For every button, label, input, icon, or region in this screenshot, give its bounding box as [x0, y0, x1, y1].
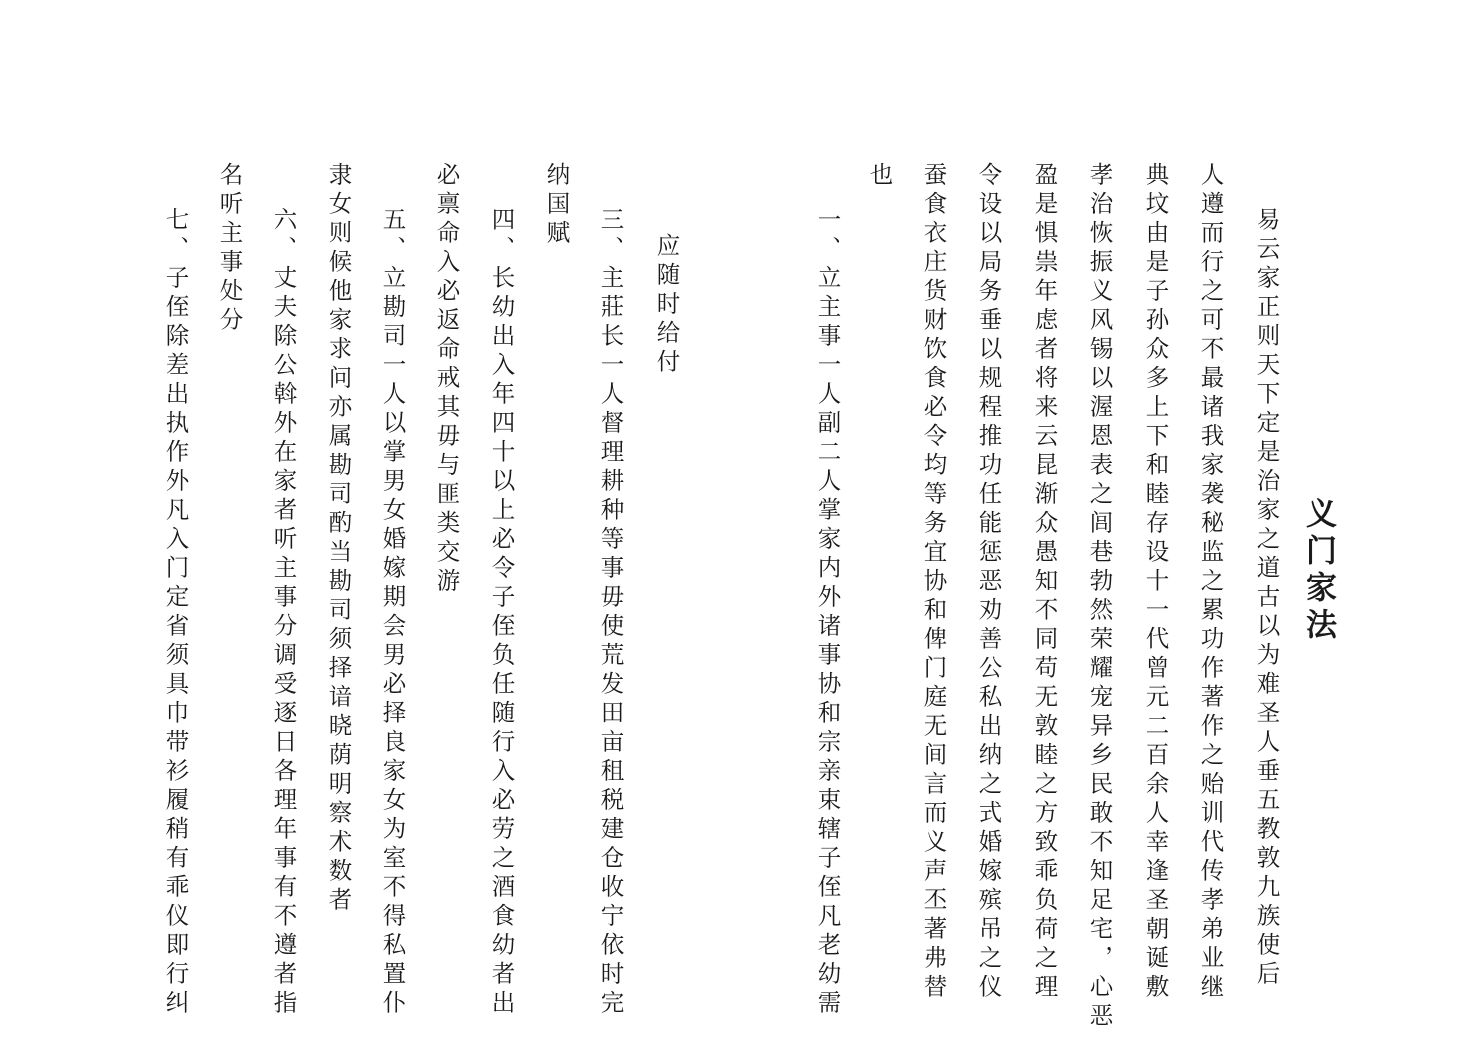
text-column-7: 蚕食衣庄货财饮食必令均等务宜协和俾门庭无间言而义声丕著弗替 — [919, 162, 948, 1003]
text-column-16: 隶女则候他家求问亦属勘司酌当勘司须择谙晓荫明察术数者 — [324, 162, 353, 916]
text-column-15: 五、立勘司一人以掌男女婚嫁期会男必择良家女为室不得私置仆 — [378, 207, 407, 1019]
text-column-5: 盈是惧祟年虑者将来云昆渐众愚知不同苟无敦睦之方致乖负荷之理 — [1030, 162, 1059, 1003]
text-column-14: 必禀命入必返命戒其毋与匪类交游 — [432, 162, 461, 597]
text-column-2: 人遵而行之可不最诸我家袭秘监之累功作著作之贻训代传孝弟业继 — [1196, 162, 1225, 1003]
text-column-17: 六、丈夫除公斡外在家者听主事分调受逐日各理年事有不遵者指 — [269, 207, 298, 1019]
text-column-4: 孝治恢振义风锡以渥恩表之闾巷勃然荣耀宠异乡民敢不知足宅，心恶 — [1085, 162, 1114, 1032]
text-column-18: 名听主事处分 — [215, 162, 244, 336]
text-column-11: 三、主莊长一人督理耕种等事毋使荒发田亩租税建仓收宁依时完 — [596, 207, 625, 1019]
text-column-10: 应随时给付 — [652, 233, 681, 378]
text-column-19: 七、子侄除差出执作外凡入门定省须具巾带衫履稍有乖仪即行纠 — [161, 207, 190, 1019]
text-column-1: 易云家正则天下定是治家之道古以为难圣人垂五教敦九族使后 — [1252, 207, 1281, 990]
text-column-3: 典坟由是子孙众多上下和睦存设十一代曾元二百余人幸逢圣朝诞敷 — [1141, 162, 1170, 1003]
text-column-8: 也 — [865, 162, 894, 191]
text-column-9: 一、立主事一人副二人掌家内外诸事协和宗亲束辖子侄凡老幼需 — [813, 207, 842, 1019]
text-column-12: 纳国赋 — [542, 162, 571, 249]
document-title: 义门家法 — [1300, 497, 1336, 645]
text-column-13: 四、长幼出入年四十以上必令子侄负任随行入必劳之酒食幼者出 — [487, 207, 516, 1019]
text-column-6: 令设以局务垂以规程推功任能惩恶劝善公私出纳之式婚嫁殡吊之仪 — [974, 162, 1003, 1003]
